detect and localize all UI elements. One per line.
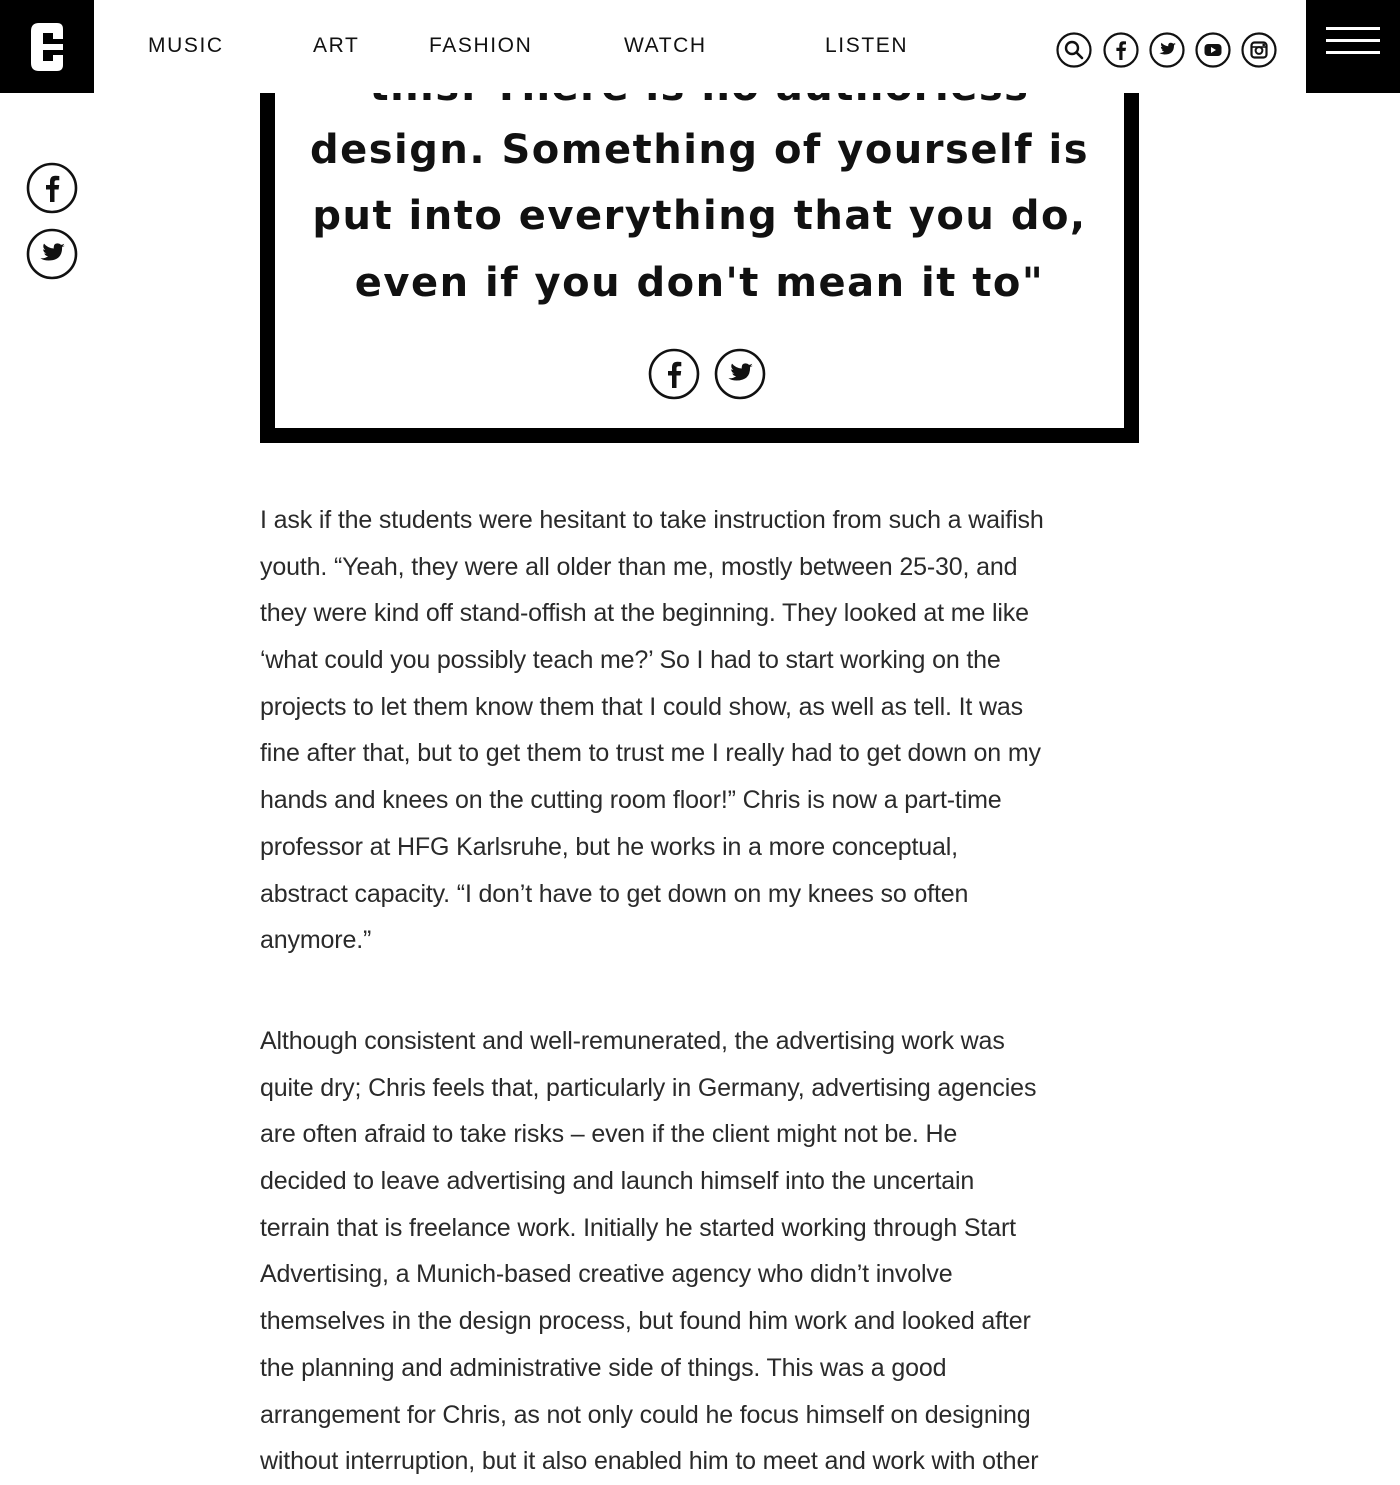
paragraph-line: ‘what could you possibly teach me?’ So I had to start working on the <box>260 646 1001 675</box>
quote-line: design. Something of yourself is <box>309 127 1089 173</box>
paragraph-line: quite dry; Chris feels that, particularly in Germany, advertising agencies <box>260 1073 1037 1102</box>
nav-fashion[interactable]: FASHION <box>429 34 533 57</box>
nav-music[interactable]: MUSIC <box>148 34 224 57</box>
paragraph-line: hands and knees on the cutting room floor!” Chris is now a part-time <box>260 786 1002 815</box>
article-paragraph <box>260 1018 1150 1485</box>
site-header <box>0 0 1400 93</box>
paragraph-line: terrain that is freelance work. Initially he started working through Start <box>260 1213 1016 1242</box>
hamburger-menu-icon[interactable] <box>1306 0 1400 93</box>
quote-line: put into everything that you do, <box>312 193 1087 239</box>
article-paragraph <box>260 497 1150 964</box>
paragraph-line: without interruption, but it also enabled him to meet and work with other <box>260 1447 1039 1476</box>
quote-twitter-icon[interactable] <box>714 348 766 400</box>
paragraph-line: themselves in the design process, but found him work and looked after <box>260 1307 1031 1336</box>
nav-watch[interactable]: WATCH <box>624 34 707 57</box>
quote-facebook-icon[interactable] <box>648 348 700 400</box>
side-facebook-icon[interactable] <box>26 162 78 214</box>
quote-line: even if you don't mean it to" <box>354 260 1045 306</box>
paragraph-line: they were kind off stand-offish at the beginning. They looked at me like <box>260 599 1029 628</box>
site-logo[interactable] <box>0 0 94 93</box>
paragraph-line: fine after that, but to get them to trust me I really had to get down on my <box>260 739 1041 768</box>
nav-listen[interactable]: LISTEN <box>825 34 909 57</box>
paragraph-line: professor at HFG Karlsruhe, but he works in a more conceptual, <box>260 832 958 861</box>
paragraph-line: I ask if the students were hesitant to take instruction from such a waifish <box>260 506 1044 534</box>
paragraph-line: are often afraid to take risks – even if the client might not be. He <box>260 1120 958 1149</box>
paragraph-line: projects to let them know them that I could show, as well as tell. It was <box>260 692 1024 721</box>
nav-art[interactable]: ART <box>313 34 360 57</box>
youtube-icon[interactable] <box>1195 32 1231 68</box>
paragraph-line: Advertising, a Munich-based creative agency who didn’t involve <box>260 1260 953 1289</box>
facebook-icon[interactable] <box>1103 32 1139 68</box>
instagram-icon[interactable] <box>1241 32 1277 68</box>
search-icon[interactable] <box>1056 32 1092 68</box>
paragraph-line: abstract capacity. “I don’t have to get down on my knees so often <box>260 879 969 908</box>
twitter-icon[interactable] <box>1149 32 1185 68</box>
paragraph-line: anymore.” <box>260 926 372 955</box>
paragraph-line: the planning and administrative side of things. This was a good <box>260 1353 947 1382</box>
paragraph-line: Although consistent and well-remunerated, the advertising work was <box>260 1027 1005 1055</box>
pull-quote <box>260 60 1139 443</box>
paragraph-line: arrangement for Chris, as not only could he focus himself on designing <box>260 1400 1031 1429</box>
paragraph-line: youth. “Yeah, they were all older than me, mostly between 25-30, and <box>260 552 1018 581</box>
paragraph-line: decided to leave advertising and launch himself into the uncertain <box>260 1167 975 1196</box>
side-twitter-icon[interactable] <box>26 228 78 280</box>
logo-c-icon <box>27 21 67 73</box>
